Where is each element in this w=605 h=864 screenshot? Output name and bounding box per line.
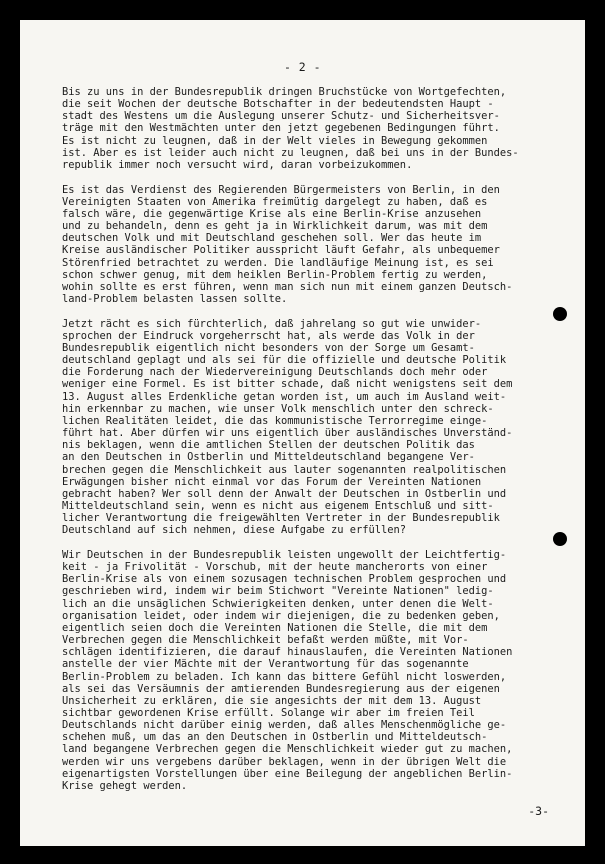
text-line: eigentlich seien doch die Vereinten Nationen die Stelle, die mit dem (62, 621, 488, 634)
text-line: Unsicherheit zu erklären, die sie angesichts der mit dem 13. August (62, 694, 482, 707)
text-line: gebracht haben? Wer soll denn der Anwalt der Deutschen in Ostberlin und (62, 487, 507, 500)
text-line: die Forderung nach der Wiedervereinigung Deutschlands doch mehr oder (62, 366, 488, 379)
text-line: als sei das Versäumnis der amtierenden Bundesregierung aus der eigenen (62, 682, 500, 695)
paragraph-1 (62, 86, 577, 171)
text-line: sichtbar gewordenen Krise erfüllt. Solange wir aber im freien Teil (62, 707, 475, 719)
text-line: brechen gegen die Menschlichkeit aus lauter sogenannten realpolitischen (62, 463, 507, 476)
text-line: Störenfried betrachtet zu werden. Die landläufige Meinung ist, es sei (62, 256, 494, 269)
text-line: Jetzt rächt es sich fürchterlich, daß jahrelang so gut wie unwider- (62, 317, 482, 330)
text-line: führt hat. Aber dürfen wir uns eigentlich über ausländisches Unverständ- (62, 427, 513, 440)
text-line: Kreise ausländischer Politiker ausspricht läuft Gefahr, als unbequemer (62, 244, 500, 257)
text-line: land begangene Verbrechen gegen die Menschlichkeit wieder gut zu machen, (62, 743, 513, 756)
text-line: schehen muß, um das an den Deutschen in Ostberlin und Mitteldeutsch- (62, 731, 488, 744)
text-line: deutschen Volk und mit Deutschland geschehen soll. Wer das heute im (62, 232, 482, 245)
text-line: träge mit den Westmächten unter den jetzt gegebenen Bedingungen führt. (62, 122, 500, 135)
paragraph-3 (62, 318, 577, 537)
text-line: Mitteldeutschland sein, wenn es nicht aus eigenem Entschluß und sitt- (62, 500, 494, 512)
text-line: Es ist nicht zu leugnen, daß in der Welt vieles in Bewegung gekommen (62, 134, 488, 147)
text-line: weniger eine Formel. Es ist bitter schade, daß nicht wenigstens seit dem (62, 378, 513, 391)
document-page (20, 20, 585, 846)
text-line: deutschland geplagt und als sei für die offizielle und deutsche Politik (62, 354, 507, 367)
text-line: nis beklagen, wenn die amtlichen Stellen der deutschen Politik das (62, 439, 475, 452)
text-line: geschrieben wird, indem wir beim Stichwort "Vereinte Nationen" ledig- (62, 585, 494, 598)
text-line: Krise gehegt werden. (62, 779, 188, 792)
next-page-marker: -3- (528, 804, 549, 818)
text-line: Deutschland auf sich nehmen, diese Aufgabe zu erfüllen? (62, 524, 407, 537)
text-line: eigenartigsten Vorstellungen über eine Beilegung der angeblichen Berlin- (62, 767, 513, 780)
text-line: Berlin-Problem zu beladen. Ich kann das bittere Gefühl nicht loswerden, (62, 670, 507, 683)
punch-hole-mark (553, 532, 567, 546)
text-line: anstelle der vier Mächte mit der Verantwortung für das sogenannte (62, 658, 469, 671)
text-line: 13. August alles Erdenkliche getan worden ist, um auch im Ausland weit- (62, 390, 507, 403)
text-line: und zu behandeln, denn es geht ja in Wirklichkeit darum, was mit dem (62, 220, 488, 233)
text-line: werden wir uns vergebens darüber beklagen, wenn in der übrigen Welt die (62, 755, 507, 768)
text-line: organisation leidet, oder indem wir diejenigen, die zu bedenken geben, (62, 609, 500, 622)
text-line: Bundesrepublik eigentlich nicht besonders von der Sorge um Gesamt- (62, 341, 475, 354)
text-line: lich an die unsäglichen Schwierigkeiten denken, unter denen die Welt- (62, 597, 494, 610)
text-line: Vereinigten Staaten von Amerika freimütig dargelegt zu haben, daß es (62, 195, 488, 208)
paragraph-4 (62, 549, 577, 792)
text-line: Verbrechen gegen die Menschlichkeit befaßt werden müßte, mit Vor- (62, 634, 469, 647)
text-line: licher Verantwortung die freigewählten Vertreter in der Bundesrepublik (62, 512, 500, 525)
text-line: Deutschlands nicht darüber einig werden, daß alles Menschenmögliche ge- (62, 719, 507, 732)
page-number: - 2 - (283, 60, 322, 74)
text-line: an den Deutschen in Ostberlin und Mitteldeutschland begangene Ver- (62, 451, 475, 464)
text-line: ist. Aber es ist leider auch nicht zu leugnen, daß bei uns in der Bundes- (62, 146, 519, 159)
text-line: falsch wäre, die gegenwärtige Krise als eine Berlin-Krise anzusehen (62, 207, 482, 220)
punch-hole-mark (553, 307, 567, 321)
text-line: hin erkennbar zu machen, wie unser Volk menschlich unter den schreck- (62, 402, 494, 415)
text-line: Bis zu uns in der Bundesrepublik dringen Bruchstücke von Wortgefechten, (62, 86, 507, 98)
text-line: land-Problem belasten lassen sollte. (62, 293, 288, 305)
text-line: lichen Realitäten leidet, die das kommunistische Terrorregime einge- (62, 414, 488, 427)
text-line: Erwägungen bisher nicht einmal vor das Forum der Vereinten Nationen (62, 475, 482, 488)
text-line: Berlin-Krise als von einem sozusagen technischen Problem gesprochen und (62, 573, 507, 586)
text-line: Es ist das Verdienst des Regierenden Bürgermeisters von Berlin, in den (62, 183, 500, 196)
document-body (62, 86, 577, 805)
paragraph-2 (62, 184, 577, 306)
text-line: sprochen der Eindruck vorgeherrscht hat, als werde das Volk in der (62, 329, 475, 342)
text-line: republik immer noch versucht wird, daran vorbeizukommen. (62, 158, 413, 171)
text-line: Wir Deutschen in der Bundesrepublik leisten ungewollt der Leichtfertig- (62, 548, 507, 561)
text-line: die seit Wochen der deutsche Botschafter in der bedeutendsten Haupt - (62, 98, 494, 111)
text-line: schon schwer genug, mit dem heiklen Berlin-Problem fertig zu werden, (62, 268, 488, 281)
text-line: keit - ja Frivolität - Vorschub, mit der heute mancherorts von einer (62, 561, 488, 574)
text-line: schlägen identifizieren, die darauf hinauslaufen, die Vereinten Nationen (62, 646, 513, 659)
text-line: stadt des Westens um die Auslegung unserer Schutz- und Sicherheitsver- (62, 110, 500, 123)
text-line: wohin sollte es erst führen, wenn man sich nun mit einem ganzen Deutsch- (62, 280, 513, 293)
